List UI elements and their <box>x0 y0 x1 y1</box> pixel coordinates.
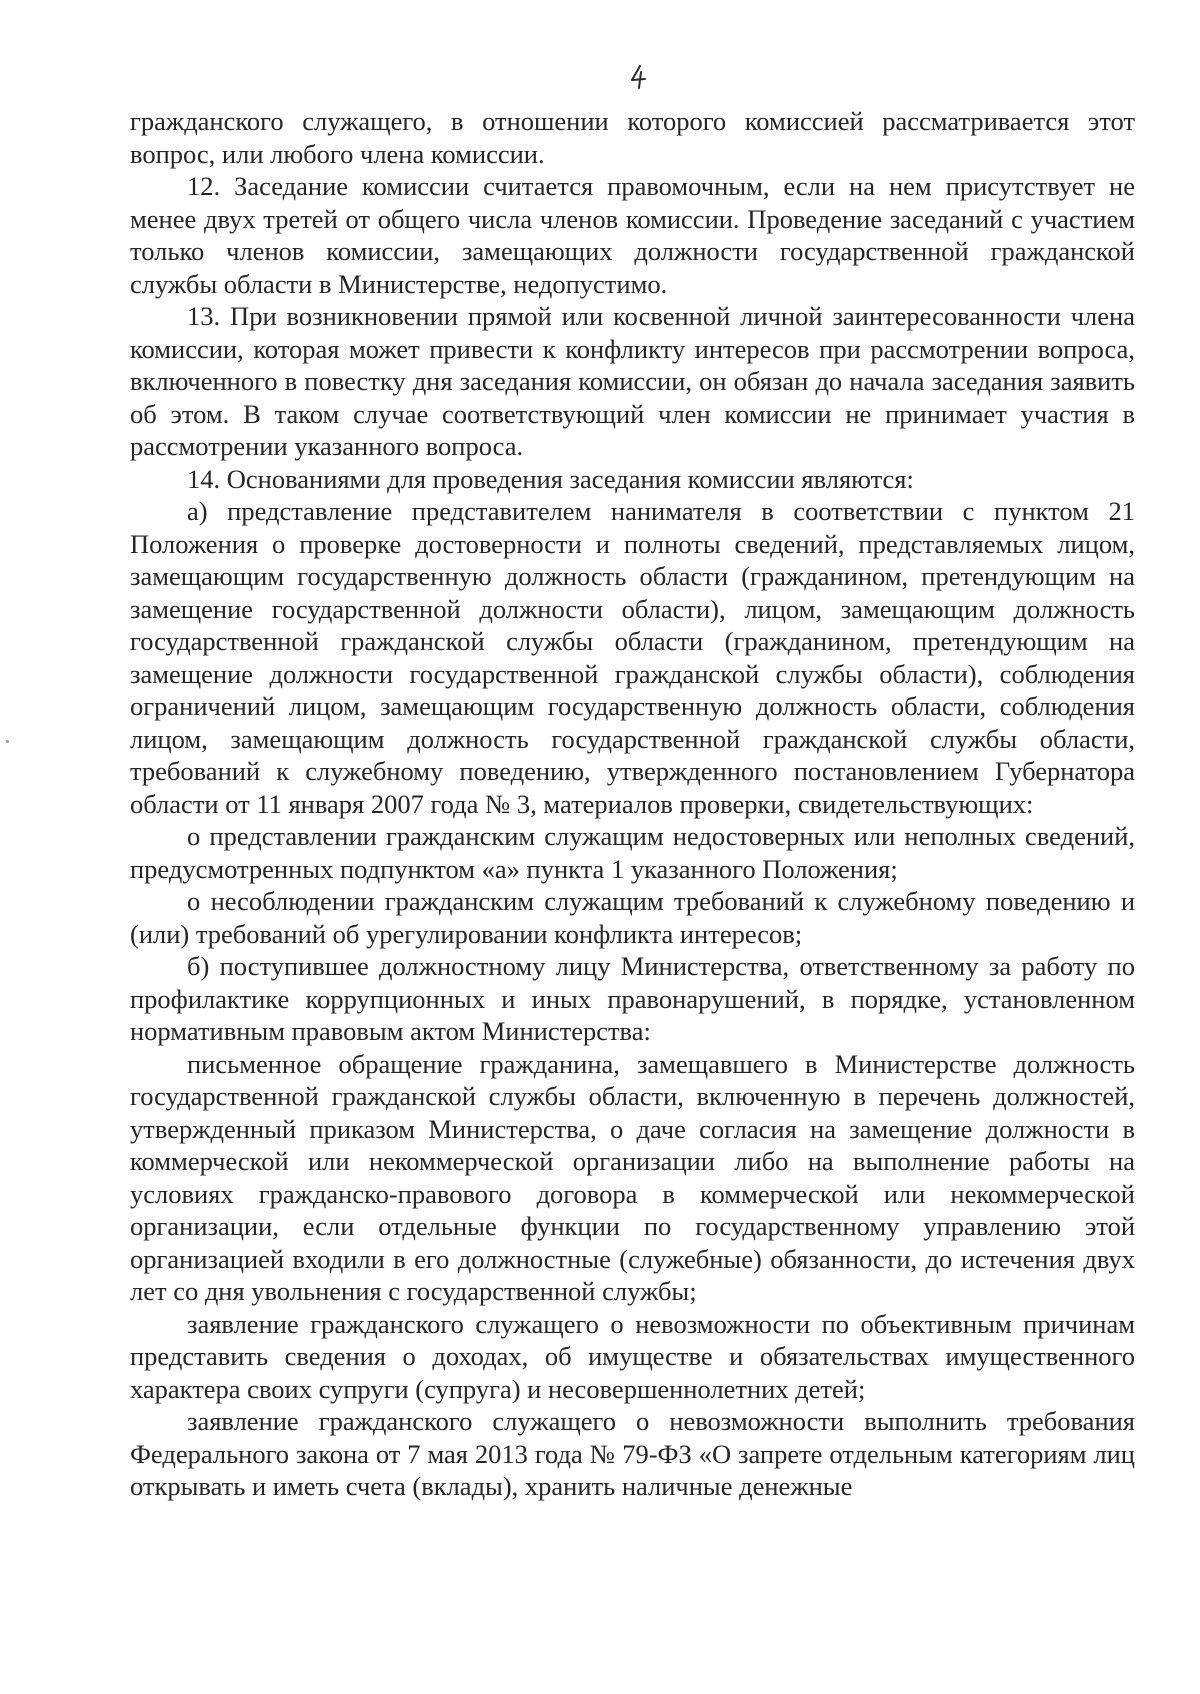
paragraph-13: 13. При возникновении прямой или косвенной личной заинтересованности члена комиссии, которая может привести к конфликту интересов при рассмотрении вопроса, включенного в повестку дня заседания комиссии, он обязан до начала заседания заявить об этом. В таком случае соответствующий член комиссии не принимает участия в рассмотрении указанного вопроса. <box>130 301 1135 461</box>
paragraph-14-b-item-1: письменное обращение гражданина, замещавшего в Министерстве должность государственной гражданской службы области, включенную в перечень должностей, утвержденный приказом Министерства, о даче согласия на замещение должности в коммерческой или некоммерческой организации либо на выполнение работы на условиях гражданско-правового договора в коммерческой или некоммерческой организации, если отдельные функции по государственному управлению этой организацией входили в его должностные (служебные) обязанности, до истечения двух лет со дня увольнения с государственной службы; <box>130 1048 1135 1306</box>
handwritten-page-number-glyph <box>629 64 649 90</box>
paragraph-14-a: а) представление представителем нанимателя в соответствии с пунктом 21 Положения о проверке достоверности и полноты сведений, представляемых лицом, замещающим государственную должность области (гражданином, претендующим на замещение государственной должности области), лицом, замещающим должность государственной гражданской службы области (гражданином, претендующим на замещение должности государственной гражданской службы области), соблюдения ограничений лицом, замещающим государственную должность области, соблюдения лицом, замещающим должность государственной гражданской службы области, требований к служебному поведению, утвержденного постановлением Губернатора области от 11 января 2007 года № 3, материалов проверки, свидетельствующих: <box>130 496 1135 819</box>
paragraph-14-b-item-3: заявление гражданского служащего о невозможности выполнить требования Федерального закона от 7 мая 2013 года № 79-ФЗ «О запрете отдельным категориям лиц открывать и иметь счета (вклады), хранить наличные денежные <box>130 1406 1135 1501</box>
paragraph-14-b-item-2: заявление гражданского служащего о невозможности по объективным причинам представить сведения о доходах, об имуществе и обязательствах имущественного характера своих супруги (супруга) и несовершеннолетних детей; <box>130 1308 1135 1404</box>
page-number-handwritten <box>629 64 649 90</box>
scan-speck <box>6 740 9 743</box>
document-body <box>130 105 1135 1503</box>
paragraph-12: 12. Заседание комиссии считается правомочным, если на нем присутствует не менее двух третей от общего числа членов комиссии. Проведение заседаний с участием только членов комиссии, замещающих должности государственной гражданской службы области в Министерстве, недопустимо. <box>130 171 1135 299</box>
paragraph-14: 14. Основаниями для проведения заседания комиссии являются: <box>187 463 914 494</box>
paragraph-continuation: гражданского служащего, в отношении которого комиссией рассматривается этот вопрос, или любого члена комиссии. <box>130 106 1135 169</box>
paragraph-14-a-item-2: о несоблюдении гражданским служащим требований к служебному поведению и (или) требований об урегулировании конфликта интересов; <box>130 886 1135 949</box>
paragraph-14-a-item-1: о представлении гражданским служащим недостоверных или неполных сведений, предусмотренных подпунктом «а» пункта 1 указанного Положения; <box>130 821 1135 884</box>
paragraph-14-b: б) поступившее должностному лицу Министерства, ответственному за работу по профилактике коррупционных и иных правонарушений, в порядке, установленном нормативным правовым актом Министерства: <box>130 951 1135 1046</box>
